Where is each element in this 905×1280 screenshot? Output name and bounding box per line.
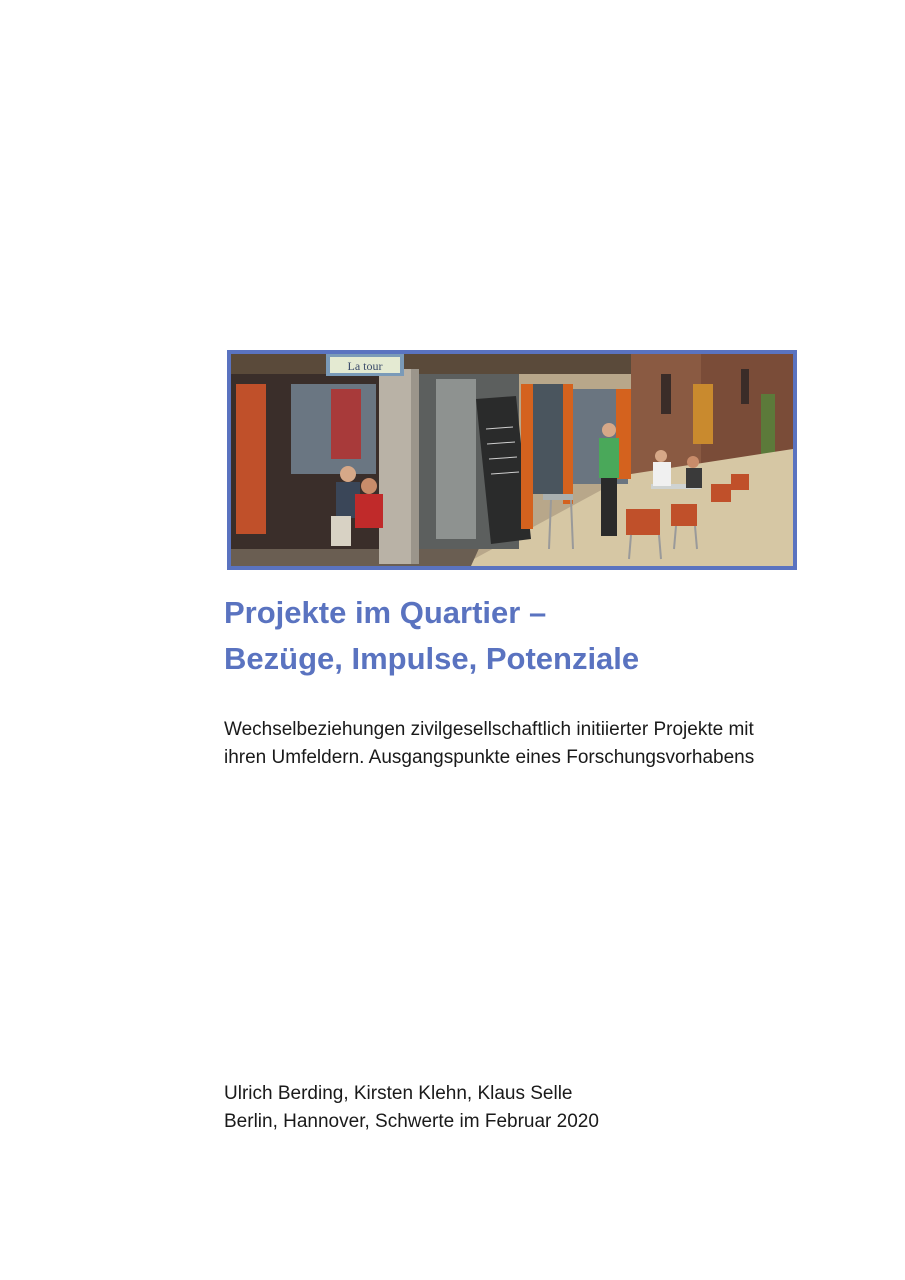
document-title xyxy=(224,590,864,682)
place-date-line: Berlin, Hannover, Schwerte im Februar 2020 xyxy=(224,1111,599,1132)
authors-line: Ulrich Berding, Kirsten Klehn, Klaus Selle xyxy=(224,1083,573,1104)
title-line-2: Bezüge, Impulse, Potenziale xyxy=(224,641,640,676)
cafe-street-scene-image xyxy=(231,354,793,566)
cover-photo xyxy=(227,350,797,570)
author-block xyxy=(224,1080,864,1136)
title-line-1: Projekte im Quartier – xyxy=(224,595,547,630)
subtitle-line-2: ihren Umfeldern. Ausgangspunkte eines Forschungsvorhabens xyxy=(224,747,755,768)
subtitle-line-1: Wechselbeziehungen zivilgesellschaftlich initiierter Projekte mit xyxy=(224,719,754,740)
cafe-sign-text: La tour xyxy=(347,359,383,373)
document-subtitle xyxy=(224,716,864,772)
